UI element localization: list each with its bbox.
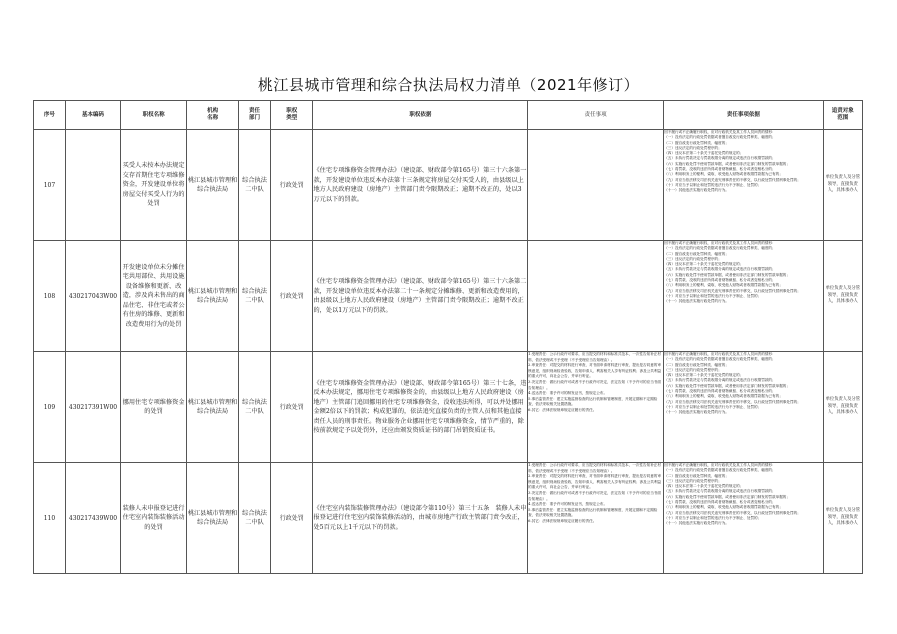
cell-resp-basis: 因不履行或不正确履行职权，应对行政机关及其工作人员问责的情形： （一）没有法定的行政处罚依据或者擅自改变行政处罚种类、幅度的； （二）擅自改变行政处罚种类、幅度的； （三）违反法定的行政处罚程序的； （四）违反本法第二十条关于委托处罚的规定的； （五）未执行罚款决定与罚款收缴分离的规定或违法自行收缴罚款的； （六）实施行政处罚不使用罚款单据，或者使用非法定部门制发的罚款单据的； （七）将罚款、没收的违法所得或者财物截留、私分或者变相私分的； （八）利用职务上的便利，索取、收受他人财物或者收缴罚款据为己有的； （九）对应当依法移交司法机关追究刑事责任的不移交，以行政处罚代替刑事处罚的； （十）对应当予以制止和处罚的违法行为不予制止、处罚的； （十一）其他违法实施行政处罚的行为。 xyxy=(664,463,823,574)
header-type: 职权 类型 xyxy=(270,101,313,130)
cell-type: 行政处罚 xyxy=(270,463,313,574)
table-row xyxy=(34,352,863,463)
table-row xyxy=(34,130,863,241)
cell-dept: 综合执法二中队 xyxy=(239,352,271,463)
cell-type: 行政处罚 xyxy=(270,130,313,241)
table-row xyxy=(34,463,863,574)
cell-dept: 综合执法二中队 xyxy=(239,463,271,574)
cell-code xyxy=(65,130,120,241)
cell-resp: 1.受理责任：公示行政许可要求，应当提交的材料和标准式范本，一次性告知补正材料，依法受理或不予受理（不予受理应当告知理由）。 2.审查责任：对提交的材料进行审查，对书面申请材料进行审查，提出是否同意的审核意见，组织现场检查验收，告知申请人、利害相关人享有听证权利；涉及公共利益的重大许可，向社会公告，并举行听证。 3.决定责任：做出行政许可或者不予行政许可决定，法定告知（不予许可的应当书面告知理由）。 4.送达责任：准予许可的制发证书，按规定公布。 5.事后监管责任：建立实施监督检查的运行机制和管理制度，开展定期和不定期检查，依法采取相关处置措施。 6.其它：法律法规规章规定应履行的责任。 xyxy=(528,463,664,574)
header-resp: 责任事项 xyxy=(528,101,664,130)
cell-obj: 单位负责人及分管领导，直接负责人，具体承办人 xyxy=(823,352,862,463)
table-row xyxy=(34,241,863,352)
cell-seq: 110 xyxy=(34,463,66,574)
cell-seq: 108 xyxy=(34,241,66,352)
cell-dept: 综合执法二中队 xyxy=(239,241,271,352)
cell-basis: 《住宅专项维修资金管理办法》（建设部、财政部令第165号）第三十六条第二款，开发建设单位违反本办法第二十一条规定分摊维修、更新和改造费用的，由县级以上地方人民政府建设（房地产）主管部门责令限期改正；逾期不改正的，处以1万元以下的罚款。 xyxy=(313,241,528,352)
header-obj: 追责对象 范围 xyxy=(823,101,862,130)
cell-name: 挪用住宅专项维修资金的处罚 xyxy=(121,352,187,463)
cell-dept: 综合执法二中队 xyxy=(239,130,271,241)
header-name: 职权名称 xyxy=(121,101,187,130)
cell-resp: 1.受理责任：公示行政许可要求，应当提交的材料和标准式范本，一次性告知补正材料，依法受理或不予受理（不予受理应当告知理由）。 2.审查责任：对提交的材料进行审查，对书面申请材料进行审查，提出是否同意的审核意见，组织现场检查验收，告知申请人、利害相关人享有听证权利；涉及公共利益的重大许可，向社会公告，并举行听证。 3.决定责任：做出行政许可或者不予行政许可决定，法定告知（不予许可的应当书面告知理由）。 4.送达责任：准予许可的制发证书，按规定公布。 5.事后监管责任：建立实施监督检查的运行机制和管理制度，开展定期和不定期检查，依法采取相关处置措施。 6.其它：法律法规规章规定应履行的责任。 xyxy=(528,352,664,463)
table-header-row xyxy=(34,101,863,130)
cell-code: 430217043W00 xyxy=(65,241,120,352)
cell-basis: 《住宅专项维修资金管理办法》（建设部、财政部令第165号）第三十六条第一款，开发建设单位违反本办法第十三条规定将房屋交付买受人的，由县级以上地方人民政府建设（房地产）主管部门责令限期改正；逾期不改正的，处以3万元以下的罚款。 xyxy=(313,130,528,241)
cell-org: 桃江县城市管理和综合执法局 xyxy=(187,463,239,574)
header-dept: 责任 部门 xyxy=(239,101,271,130)
cell-name: 装修人未申报登记进行住宅室内装饰装修活动的处罚 xyxy=(121,463,187,574)
cell-type: 行政处罚 xyxy=(270,241,313,352)
cell-org: 桃江县城市管理和综合执法局 xyxy=(187,130,239,241)
cell-resp-basis: 因不履行或不正确履行职权，应对行政机关及其工作人员问责的情形： （一）没有法定的行政处罚依据或者擅自改变行政处罚种类、幅度的； （二）擅自改变行政处罚种类、幅度的； （三）违反法定的行政处罚程序的； （四）违反本法第二十条关于委托处罚的规定的； （五）未执行罚款决定与罚款收缴分离的规定或违法自行收缴罚款的； （六）实施行政处罚不使用罚款单据，或者使用非法定部门制发的罚款单据的； （七）将罚款、没收的违法所得或者财物截留、私分或者变相私分的； （八）利用职务上的便利，索取、收受他人财物或者收缴罚款据为己有的； （九）对应当依法移交司法机关追究刑事责任的不移交，以行政处罚代替刑事处罚的； （十）对应当予以制止和处罚的违法行为不予制止、处罚的； （十一）其他违法实施行政处罚的行为。 xyxy=(664,241,823,352)
cell-org: 桃江县城市管理和综合执法局 xyxy=(187,241,239,352)
cell-obj: 单位负责人及分管领导，直接负责人，具体承办人 xyxy=(823,463,862,574)
cell-resp xyxy=(528,130,664,241)
cell-seq: 107 xyxy=(34,130,66,241)
cell-name: 开发建设单位未分摊住宅共用部位、共用设施设备维修和更新、改造，涉及尚未售出的商品住宅、非住宅或者公有住房的维修、更新和改造费用行为的处罚 xyxy=(121,241,187,352)
cell-code: 430217439W00 xyxy=(65,463,120,574)
cell-basis: 《住宅室内装饰装修管理办法》（建设部令第110号）第三十五条 装修人未申报登记进行住宅室内装饰装修活动的，由城市房地产行政主管部门责令改正，处5百元以上1千元以下的罚款。 xyxy=(313,463,528,574)
cell-resp-basis: 因不履行或不正确履行职权，应对行政机关及其工作人员问责的情形： （一）没有法定的行政处罚依据或者擅自改变行政处罚种类、幅度的； （二）擅自改变行政处罚种类、幅度的； （三）违反法定的行政处罚程序的； （四）违反本法第二十条关于委托处罚的规定的； （五）未执行罚款决定与罚款收缴分离的规定或违法自行收缴罚款的； （六）实施行政处罚不使用罚款单据，或者使用非法定部门制发的罚款单据的； （七）将罚款、没收的违法所得或者财物截留、私分或者变相私分的； （八）利用职务上的便利，索取、收受他人财物或者收缴罚款据为己有的； （九）对应当依法移交司法机关追究刑事责任的不移交，以行政处罚代替刑事处罚的； （十）对应当予以制止和处罚的违法行为不予制止、处罚的； （十一）其他违法实施行政处罚的行为。 xyxy=(664,352,823,463)
cell-resp-basis: 因不履行或不正确履行职权，应对行政机关及其工作人员问责的情形： （一）没有法定的行政处罚依据或者擅自改变行政处罚种类、幅度的； （二）擅自改变行政处罚种类、幅度的； （三）违反法定的行政处罚程序的； （四）违反本法第二十条关于委托处罚的规定的； （五）未执行罚款决定与罚款收缴分离的规定或违法自行收缴罚款的； （六）实施行政处罚不使用罚款单据，或者使用非法定部门制发的罚款单据的； （七）将罚款、没收的违法所得或者财物截留、私分或者变相私分的； （八）利用职务上的便利，索取、收受他人财物或者收缴罚款据为己有的； （九）对应当依法移交司法机关追究刑事责任的不移交，以行政处罚代替刑事处罚的； （十）对应当予以制止和处罚的违法行为不予制止、处罚的； （十一）其他违法实施行政处罚的行为。 xyxy=(664,130,823,241)
header-resp-basis: 责任事项依据 xyxy=(664,101,823,130)
cell-obj: 单位负责人及分管领导，直接负责人，具体承办人 xyxy=(823,130,862,241)
header-org: 机构 名称 xyxy=(187,101,239,130)
cell-resp xyxy=(528,241,664,352)
cell-basis: 《住宅专项维修资金管理办法》（建设部、财政部令第165号）第三十七条，违反本办法规定，挪用住宅专项维修资金的，由县级以上地方人民政府建设（房地产）主管部门追回挪用的住宅专项维修资金，没收违法所得，可以并处挪用金额2倍以下的罚款；构成犯罪的，依法追究直接负责的主管人员和其他直接责任人员的刑事责任。物业服务企业挪用住宅专项维修资金，情节严重的，除按前款规定予以处罚外，还应由颁发资质证书的部门吊销资质证书。 xyxy=(313,352,528,463)
cell-obj: 单位负责人及分管领导，直接负责人，具体承办人 xyxy=(823,241,862,352)
header-code: 基本编码 xyxy=(65,101,120,130)
cell-name: 买受人未按本办法规定交存首期住宅专项维修资金，开发建设单位将房屋交付买受人行为的处罚 xyxy=(121,130,187,241)
cell-code: 430217391W00 xyxy=(65,352,120,463)
header-basis: 职权依据 xyxy=(313,101,528,130)
power-list-table xyxy=(33,100,863,574)
header-seq: 序号 xyxy=(34,101,66,130)
cell-org: 桃江县城市管理和综合执法局 xyxy=(187,352,239,463)
page-title: 桃江县城市管理和综合执法局权力清单（2021年修订） xyxy=(257,76,640,94)
cell-seq: 109 xyxy=(34,352,66,463)
cell-type: 行政处罚 xyxy=(270,352,313,463)
